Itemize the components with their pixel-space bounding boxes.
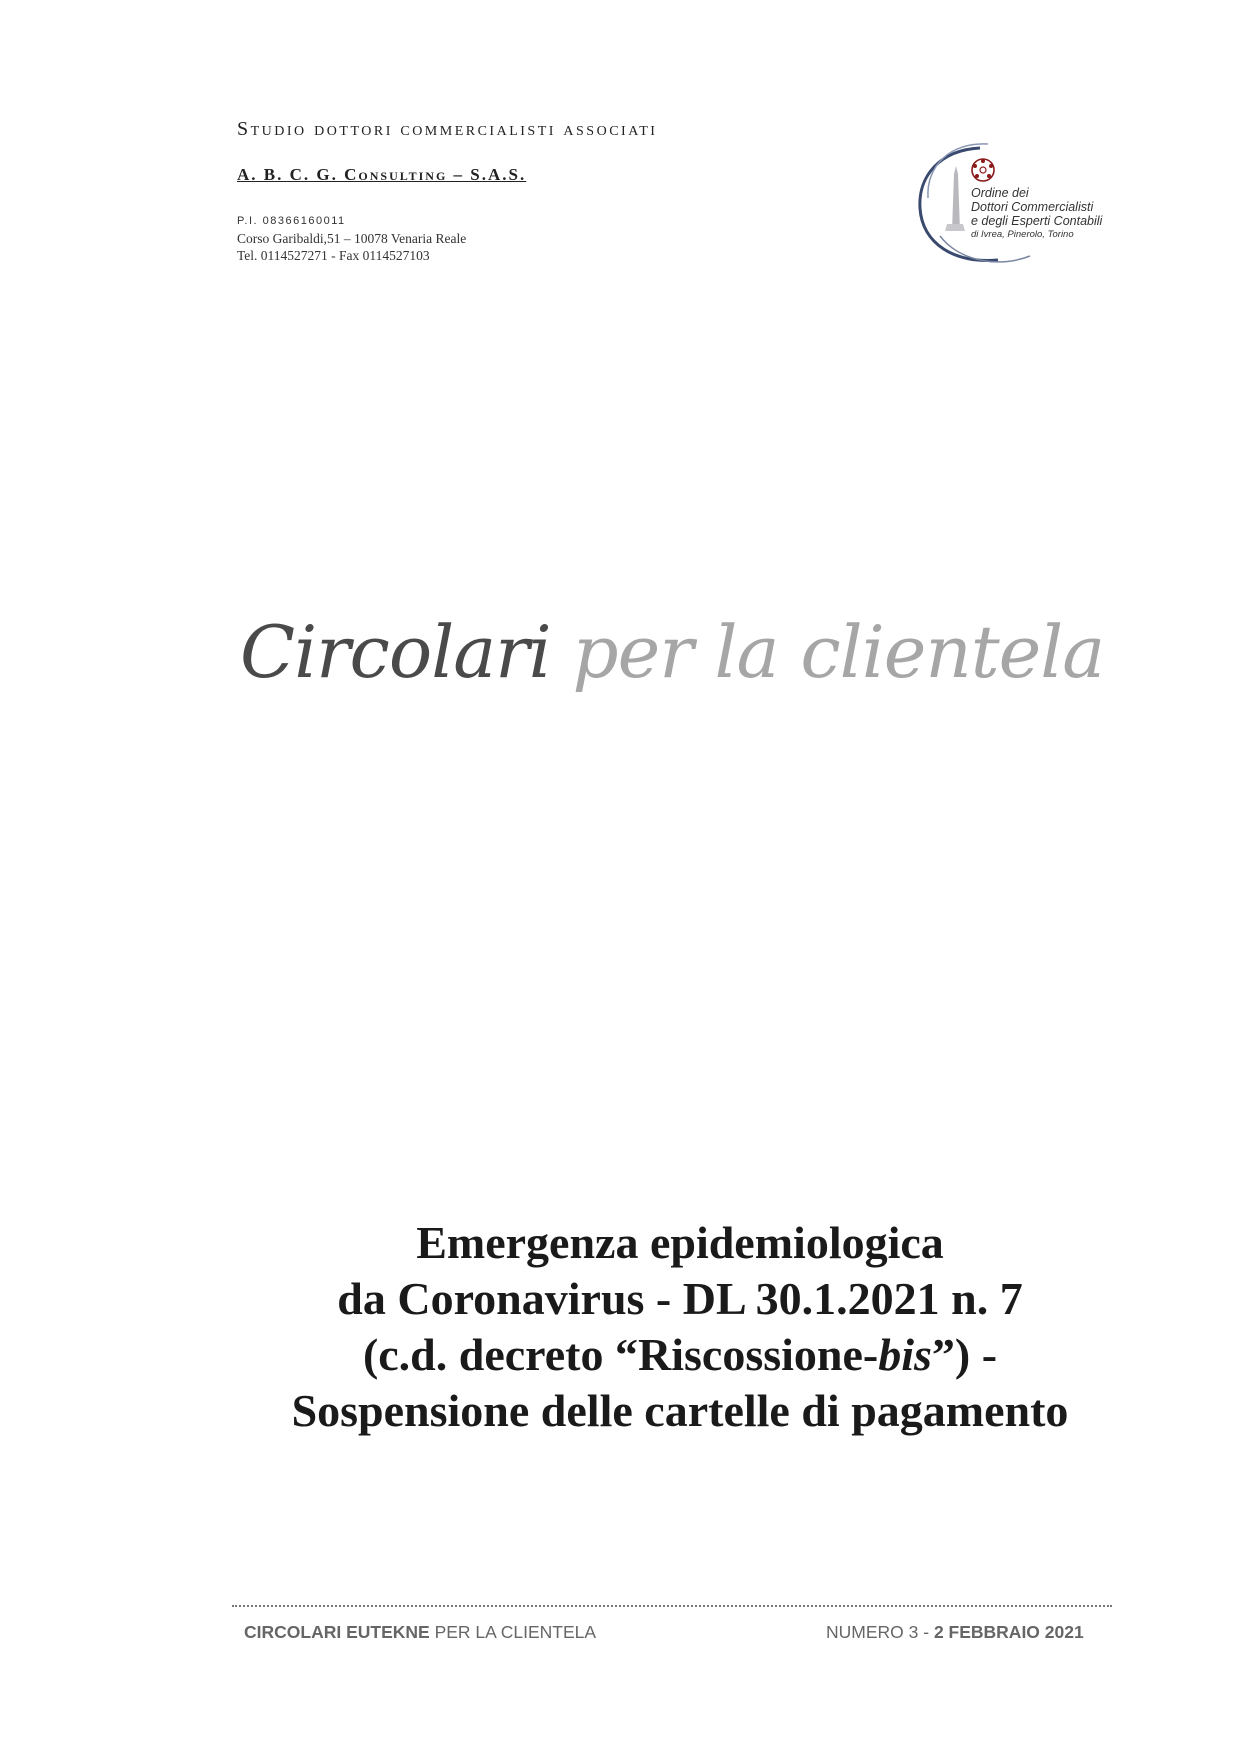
title-line-3b: bis bbox=[878, 1329, 932, 1380]
studio-heading: Studio dottori commercialisti associati bbox=[237, 118, 658, 140]
footer-publication bbox=[244, 1622, 596, 1643]
phone-fax: Tel. 0114527271 - Fax 0114527103 bbox=[237, 248, 430, 263]
title-line-1: Emergenza epidemiologica bbox=[416, 1217, 944, 1268]
title-line-3a: (c.d. decreto “Riscossione- bbox=[362, 1329, 879, 1380]
title-line-4: Sospensione delle cartelle di pagamento bbox=[291, 1385, 1069, 1436]
firm-name: A. B. C. G. Consulting – S.A.S. bbox=[237, 165, 527, 184]
footer-issue-date: 2 FEBBRAIO 2021 bbox=[933, 1622, 1084, 1642]
title-line-2: da Coronavirus - DL 30.1.2021 n. 7 bbox=[337, 1273, 1023, 1324]
logo-line-3: e degli Esperti Contabili bbox=[971, 214, 1103, 228]
logo-line-4: di Ivrea, Pinerolo, Torino bbox=[971, 229, 1074, 240]
footer-brand: CIRCOLARI EUTEKNE bbox=[244, 1622, 430, 1642]
logo-line-1: Ordine dei bbox=[971, 186, 1029, 200]
logo-line-2: Dottori Commercialisti bbox=[971, 200, 1094, 214]
footer-issue bbox=[826, 1622, 1084, 1643]
footer-divider bbox=[232, 1605, 1112, 1607]
footer-brand-rest: PER LA CLIENTELA bbox=[429, 1622, 597, 1642]
title-line-3c: ”) - bbox=[931, 1329, 998, 1380]
masthead-part-2: per la clientela bbox=[550, 610, 1105, 694]
footer-issue-number: NUMERO 3 - bbox=[826, 1622, 934, 1642]
address: Corso Garibaldi,51 – 10078 Venaria Reale bbox=[237, 231, 467, 246]
masthead-part-1: Circolari bbox=[240, 610, 551, 694]
title-line-3 bbox=[180, 1327, 1180, 1383]
masthead bbox=[240, 610, 1104, 694]
vat-number: P.I. 08366160011 bbox=[237, 215, 346, 227]
logo-caption bbox=[971, 186, 1102, 242]
document-title bbox=[180, 1215, 1180, 1439]
